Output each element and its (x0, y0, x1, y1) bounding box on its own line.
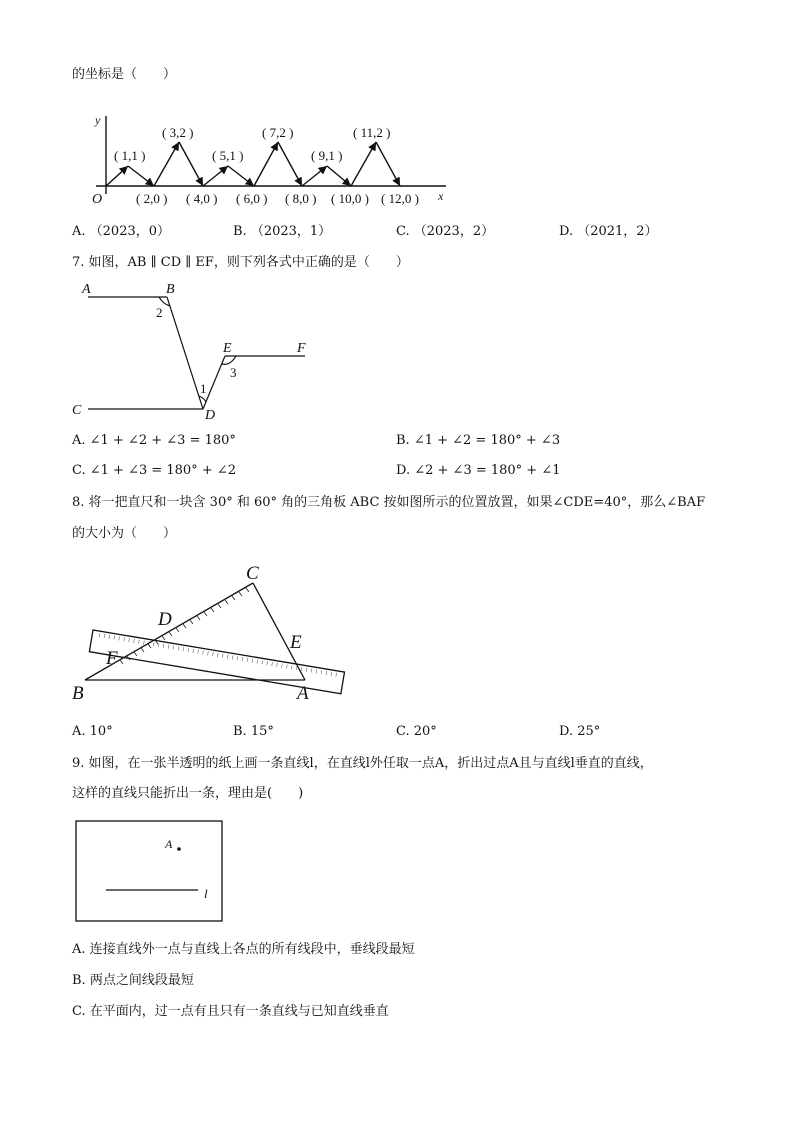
point-label-9-1: ( 9,1 ) (311, 148, 343, 163)
ruler-ticks (97, 631, 340, 677)
line-bd (167, 297, 203, 409)
label-a: A (82, 282, 91, 297)
q9-option-c[interactable]: C. 在平面内，过一点有且只有一条直线与已知直线垂直 (72, 1004, 389, 1019)
q9-option-b[interactable]: B. 两点之间线段最短 (72, 973, 194, 988)
label-angle-3: 3 (230, 365, 237, 380)
q7-stem: 7. 如图，AB ∥ CD ∥ EF，则下列各式中正确的是（ ） (72, 255, 409, 270)
q6-option-a[interactable]: A. （2023，0） (72, 224, 171, 239)
origin-label: O (92, 192, 103, 207)
point-label-10-0: ( 10,0 ) (331, 191, 369, 206)
q6-option-b[interactable]: B. （2023，1） (233, 224, 332, 239)
q6-option-d[interactable]: D. （2021，2） (559, 224, 658, 239)
q7-parallel-lines-figure (0, 280, 794, 423)
q8-stem-line2: 的大小为（ ） (72, 526, 177, 541)
q8-option-d[interactable]: D. 25° (559, 724, 601, 739)
label-c: C (72, 403, 82, 418)
label-f: F (297, 341, 306, 356)
q7-option-d[interactable]: D. ∠2 + ∠3 = 180° + ∠1 (396, 463, 561, 478)
label-a: A (297, 683, 309, 704)
q8-option-c[interactable]: C. 20° (396, 724, 437, 739)
point-label-7-2: ( 7,2 ) (262, 125, 294, 140)
label-d: D (158, 609, 172, 630)
label-angle-2: 2 (156, 305, 163, 320)
point-a-label: A (165, 837, 173, 851)
label-f: F (106, 648, 118, 669)
q9-option-a[interactable]: A. 连接直线外一点与直线上各点的所有线段中，垂线段最短 (72, 942, 415, 957)
point-label-2-0: ( 2,0 ) (136, 191, 168, 206)
line-l-label: l (204, 886, 208, 901)
label-c: C (246, 563, 259, 584)
paper-rectangle (76, 821, 222, 921)
point-label-5-1: ( 5,1 ) (212, 148, 244, 163)
x-axis-label: x (438, 189, 444, 203)
q9-stem-line1: 9. 如图，在一张半透明的纸上画一条直线l，在直线l外任取一点A，折出过点A且与直线l垂直的直线， (72, 756, 653, 771)
point-label-1-1: ( 1,1 ) (114, 148, 146, 163)
q8-stem-line1: 8. 将一把直尺和一块含 30° 和 60° 角的三角板 ABC 按如图所示的位置放置，如果∠CDE=40°，那么∠BAF (72, 495, 706, 510)
q9-stem-line2: 这样的直线只能折出一条，理由是( ) (72, 786, 304, 801)
point-label-6-0: ( 6,0 ) (236, 191, 268, 206)
label-b: B (72, 683, 84, 704)
point-label-12-0: ( 12,0 ) (381, 191, 419, 206)
q8-option-a[interactable]: A. 10° (72, 724, 113, 739)
q6-option-c[interactable]: C. （2023，2） (396, 224, 495, 239)
point-label-8-0: ( 8,0 ) (285, 191, 317, 206)
label-b: B (166, 282, 175, 297)
label-e: E (223, 341, 232, 356)
q7-option-b[interactable]: B. ∠1 + ∠2 = 180° + ∠3 (396, 433, 561, 448)
q7-option-c[interactable]: C. ∠1 + ∠3 = 180° + ∠2 (72, 463, 237, 478)
point-label-4-0: ( 4,0 ) (186, 191, 218, 206)
q9-paper-figure (0, 815, 794, 930)
point-label-3-2: ( 3,2 ) (162, 125, 194, 140)
point-label-11-2: ( 11,2 ) (353, 125, 391, 140)
q6-stem-end: 的坐标是（ ） (72, 67, 177, 82)
label-d: D (205, 408, 216, 423)
y-axis-label: y (95, 113, 101, 127)
q6-zigzag-graph (0, 100, 794, 210)
label-e: E (290, 632, 302, 653)
label-angle-1: 1 (200, 381, 207, 396)
q7-option-a[interactable]: A. ∠1 + ∠2 + ∠3 = 180° (72, 433, 236, 448)
point-a-dot (177, 847, 181, 851)
q8-option-b[interactable]: B. 15° (233, 724, 274, 739)
q8-ruler-triangle-figure (0, 555, 794, 705)
